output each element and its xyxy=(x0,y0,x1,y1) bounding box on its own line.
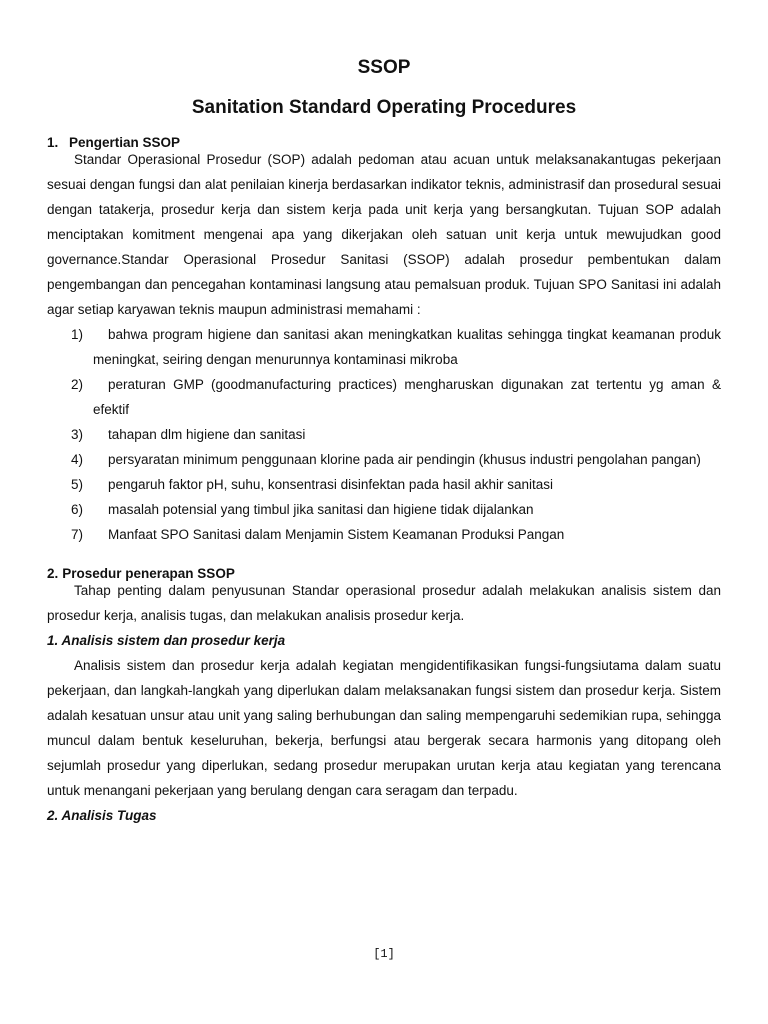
list-item-text: persyaratan minimum penggunaan klorine pada air pendingin (khusus industri pengolahan pangan) xyxy=(108,452,701,467)
document-page xyxy=(47,56,721,828)
section-1-title: Pengertian SSOP xyxy=(69,135,181,150)
list-item-marker: 5) xyxy=(71,477,84,492)
section-2 xyxy=(47,565,721,828)
list-item xyxy=(47,497,721,522)
section-2-number: 2. xyxy=(47,566,59,581)
list-item-marker: 6) xyxy=(71,502,84,517)
section-2-title: Prosedur penerapan SSOP xyxy=(62,566,235,581)
list-item-marker: 1) xyxy=(71,327,84,342)
list-item-marker: 3) xyxy=(71,427,84,442)
list-item-marker: 2) xyxy=(71,377,84,392)
list-item xyxy=(47,422,721,447)
list-item xyxy=(47,522,721,547)
list-item-text: Manfaat SPO Sanitasi dalam Menjamin Sistem Keamanan Produksi Pangan xyxy=(108,527,565,542)
section-1 xyxy=(47,134,721,547)
document-subtitle: Sanitation Standard Operating Procedures xyxy=(191,97,577,118)
list-item xyxy=(47,447,721,472)
section-spacer xyxy=(47,547,721,565)
section-1-list xyxy=(47,322,721,547)
document-title: SSOP xyxy=(357,57,411,78)
section-2-paragraph: Tahap penting dalam penyusunan Standar operasional prosedur adalah melakukan analisis sistem dan prosedur kerja, analisis tugas, dan melakukan analisis prosedur kerja. xyxy=(47,583,721,623)
list-item-text: peraturan GMP (goodmanufacturing practices) mengharuskan digunakan zat tertentu yg aman & efektif xyxy=(93,377,721,417)
list-item-text: pengaruh faktor pH, suhu, konsentrasi disinfektan pada hasil akhir sanitasi xyxy=(108,477,554,492)
section-1-number: 1. xyxy=(47,135,59,150)
list-item xyxy=(47,372,721,422)
list-item-marker: 7) xyxy=(71,527,84,542)
list-item-text: bahwa program higiene dan sanitasi akan meningkatkan kualitas sehingga tingkat keamanan produk meningkat, seiring dengan menurunnya kontaminasi mikroba xyxy=(93,327,721,367)
section-1-paragraph: Standar Operasional Prosedur (SOP) adalah pedoman atau acuan untuk melaksanakantugas pekerjaan sesuai dengan fungsi dan alat penilaian kinerja berdasarkan indikator teknis, administrasif dan prosedural sesuai dengan tatakerja, prosedur kerja dan sistem kerja pada unit kerja yang bersangkutan. Tujuan SOP adalah menciptakan komitment mengenai apa yang dikerjakan oleh satuan unit kerja untuk mewujudkan good governance.Standar Operasional Prosedur Sanitasi (SSOP) adalah prosedur pembentukan dalam pengembangan dan pencegahan kontaminasi langsung atau pemalsuan produk. Tujuan SPO Sanitasi ini adalah agar setiap karyawan teknis maupun administrasi memahami : xyxy=(47,152,721,317)
list-item xyxy=(47,322,721,372)
subsection-2-heading: 2. Analisis Tugas xyxy=(47,808,157,823)
subsection-1-heading: 1. Analisis sistem dan prosedur kerja xyxy=(47,633,286,648)
list-item-text: masalah potensial yang timbul jika sanitasi dan higiene tidak dijalankan xyxy=(108,502,534,517)
subsection-1-paragraph: Analisis sistem dan prosedur kerja adalah kegiatan mengidentifikasikan fungsi-fungsiutama dalam suatu pekerjaan, dan langkah-langkah yang diperlukan dalam melaksanakan fungsi sistem dan prosedur kerja. Sistem adalah kesatuan unsur atau unit yang saling berhubungan dan saling mempengaruhi sedemikian rupa, sehingga muncul dalam bentuk keseluruhan, bekerja, berfungsi atau bergerak secara harmonis yang ditopang oleh sejumlah prosedur yang diperlukan, sedang prosedur merupakan urutan kerja atau kegiatan yang terencana untuk menangani pekerjaan yang berulang dengan cara seragam dan terpadu. xyxy=(47,658,721,798)
list-item xyxy=(47,472,721,497)
list-item-marker: 4) xyxy=(71,452,84,467)
page-number: [1] xyxy=(373,947,395,961)
list-item-text: tahapan dlm higiene dan sanitasi xyxy=(108,427,306,442)
